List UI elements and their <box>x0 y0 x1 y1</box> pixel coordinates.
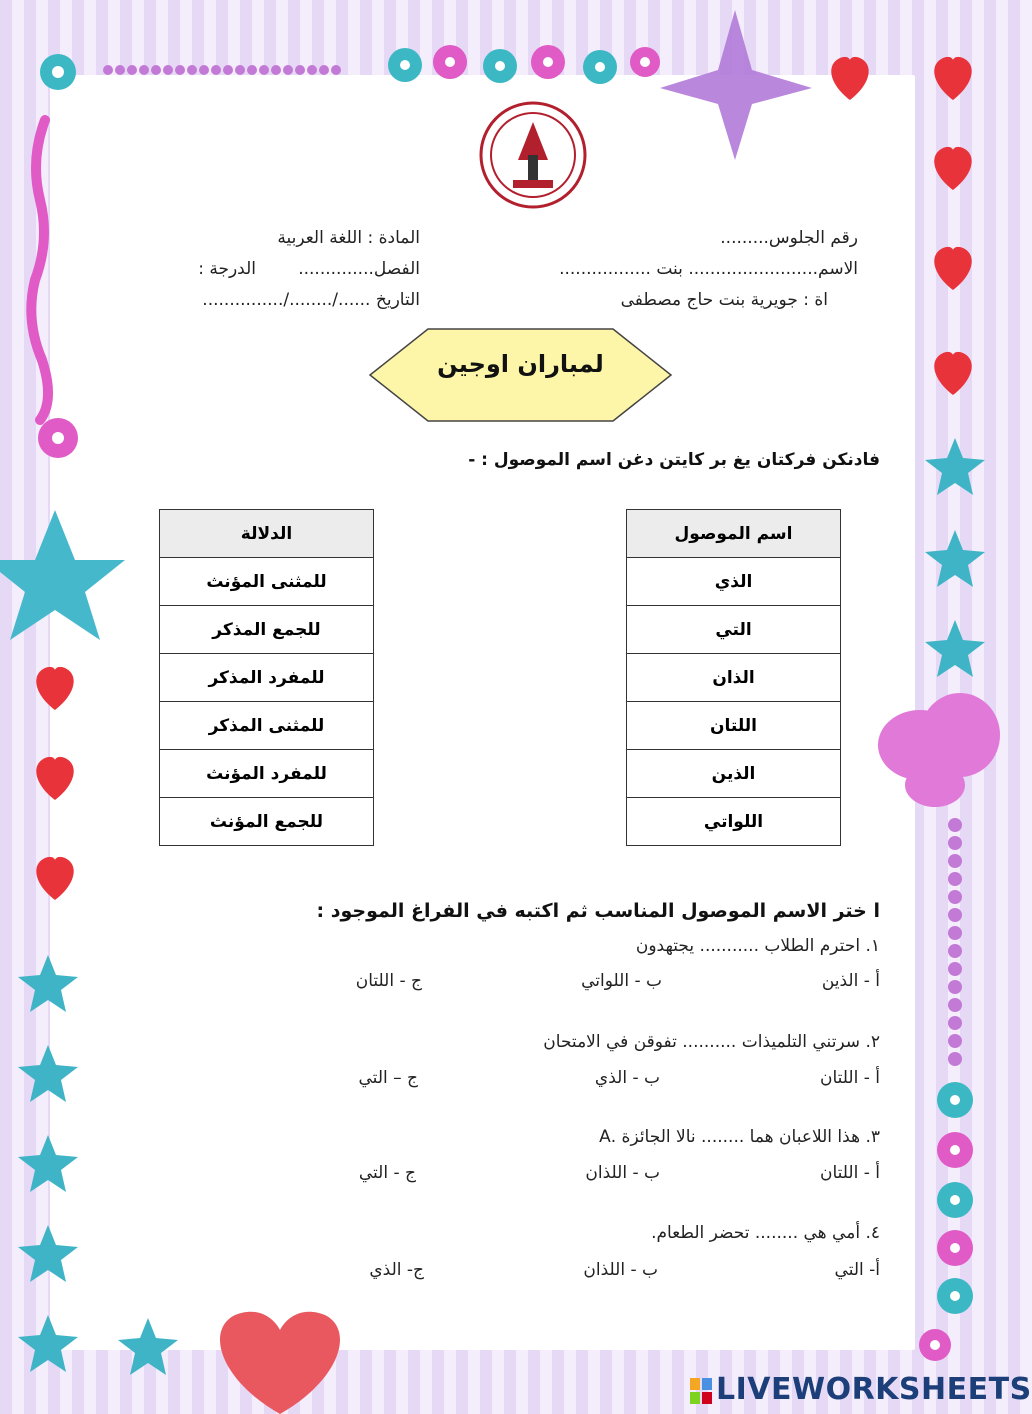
table-cell[interactable]: للمفرد المؤنث <box>160 750 374 798</box>
instruction-matching: فادنكن فركتان يغ بر كايتن دغن اسم الموصول : - <box>468 450 880 470</box>
date-field[interactable]: التاريخ ....../......../............... <box>202 290 420 310</box>
table-cell[interactable]: للمثنى المذكر <box>160 702 374 750</box>
table-cell[interactable]: للمفرد المذكر <box>160 654 374 702</box>
option-a[interactable]: أ - اللتان <box>820 1068 880 1088</box>
option-b[interactable]: ب - اللذان <box>583 1260 658 1280</box>
brand-wordmark[interactable]: LIVEWORKSHEETS <box>716 1372 1032 1407</box>
teacher-label: اة : جويرية بنت حاج مصطفى <box>620 290 828 310</box>
seat-number-field[interactable]: رقم الجلوس......... <box>720 228 858 248</box>
question-text: ٢. سرتني التلميذات .......... تفوقن في الامتحان <box>543 1032 880 1052</box>
table-cell[interactable]: للجمع المذكر <box>160 606 374 654</box>
table-cell[interactable]: الذان <box>627 654 841 702</box>
table-header: اسم الموصول <box>627 510 841 558</box>
table-cell[interactable]: للمثنى المؤنث <box>160 558 374 606</box>
option-c[interactable]: ج - اللتان <box>355 971 422 991</box>
sparkle-star-icon <box>660 10 812 160</box>
subject-label: المادة : اللغة العربية <box>277 228 420 248</box>
squiggle-decoration <box>31 120 48 420</box>
liveworksheets-logo-icon <box>690 1378 712 1404</box>
meaning-table <box>159 509 374 846</box>
relative-pronoun-table <box>626 509 841 846</box>
option-a[interactable]: أ - اللتان <box>820 1163 880 1183</box>
table-cell[interactable]: الذي <box>627 558 841 606</box>
star-icon <box>0 510 125 640</box>
star-icon <box>925 438 985 677</box>
heart-icon <box>220 1312 340 1414</box>
table-cell[interactable]: الذين <box>627 750 841 798</box>
question-text: ١. احترم الطلاب ........... يجتهدون <box>635 936 880 956</box>
option-b[interactable]: ب - اللذان <box>585 1163 660 1183</box>
table-cell[interactable]: التي <box>627 606 841 654</box>
question-text: ٣. هذا اللاعبان هما ........ نالا الجائزة .A <box>599 1127 880 1147</box>
option-a[interactable]: أ - الذين <box>821 971 880 991</box>
table-cell[interactable]: اللواتي <box>627 798 841 846</box>
option-c[interactable]: ج – التي <box>358 1068 418 1088</box>
class-field[interactable]: الفصل.............. <box>298 259 420 279</box>
question-text: ٤. أمي هي ........ تحضر الطعام. <box>651 1223 880 1243</box>
table-header: الدلالة <box>160 510 374 558</box>
table-cell[interactable]: للجمع المؤنث <box>160 798 374 846</box>
butterfly-icon <box>878 693 1000 807</box>
star-icon <box>18 955 178 1375</box>
flower-icon <box>919 1082 973 1361</box>
option-b[interactable]: ب - اللواتي <box>581 971 662 991</box>
option-b[interactable]: ب - الذي <box>594 1068 660 1088</box>
option-c[interactable]: ج- الذي <box>369 1260 424 1280</box>
option-c[interactable]: ج - التي <box>358 1163 416 1183</box>
instruction-choose: ا ختر الاسم الموصول المناسب ثم اكتبه في الفراغ الموجود : <box>316 900 880 922</box>
name-field[interactable]: الاسم........................ بنت ................. <box>559 259 858 279</box>
page-title: لمباران اوجين <box>437 350 604 378</box>
grade-field[interactable]: الدرجة : <box>198 259 256 279</box>
school-logo <box>478 100 588 210</box>
table-cell[interactable]: اللتان <box>627 702 841 750</box>
option-a[interactable]: أ- التي <box>834 1260 880 1280</box>
